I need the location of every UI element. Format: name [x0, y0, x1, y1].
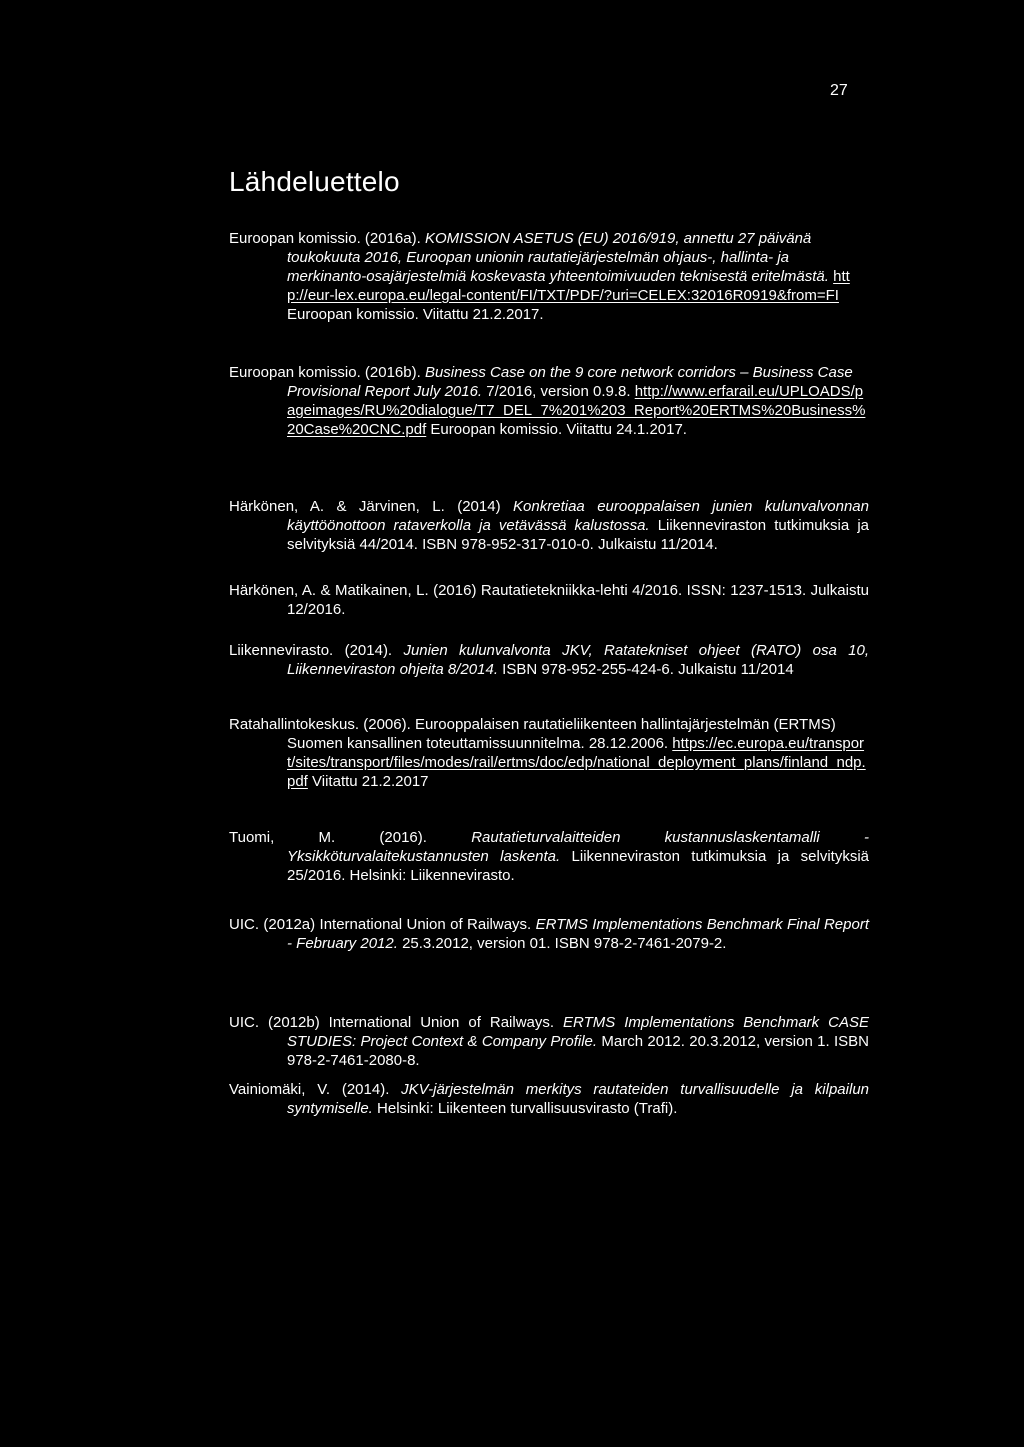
reference-details: (2016) Rautatietekniikka-lehti 4/2016. ISSN: 1237-1513. Julkaistu 12/2016.	[287, 582, 869, 618]
reference-details: ISBN 978-952-255-424-6. Julkaistu 11/2014	[502, 661, 794, 678]
reference-author: Euroopan komissio. (2016b).	[229, 364, 421, 381]
reference-details: Liikenneviraston tutkimuksia ja selvityksiä 25/2016. Helsinki: Liikennevirasto.	[287, 848, 870, 884]
reference-link[interactable]: http://www.erfarail.eu/UPLOADS/pageimages/RU%20dialogue/T7_DEL_7%201%203_Report%20ERTMS%20Business%20Case%20CNC.pdf	[287, 383, 866, 438]
reference-title: ERTMS Implementations Benchmark CASE STUDIES: Project Context & Company Profile.	[287, 1014, 869, 1050]
reference-details: 25.3.2012, version 01. ISBN 978-2-7461-2079-2.	[402, 935, 727, 952]
reference-item	[229, 641, 869, 679]
reference-title: JKV-järjestelmän merkitys rautateiden turvallisuudelle ja kilpailun syntymiselle.	[287, 1081, 870, 1117]
reference-author: UIC. (2012a) International Union of Railways.	[229, 916, 532, 933]
reference-author: Euroopan komissio. (2016a).	[229, 230, 421, 247]
reference-author: Tuomi, M. (2016).	[229, 829, 427, 846]
reference-details: Euroopan komissio. Viitattu 21.2.2017.	[287, 306, 544, 323]
reference-details: March 2012. 20.3.2012, version 1. ISBN 978-2-7461-2080-8.	[287, 1033, 869, 1069]
reference-author: Ratahallintokeskus. (2006).	[229, 716, 411, 733]
reference-item	[229, 497, 869, 554]
reference-author: UIC. (2012b) International Union of Railways.	[229, 1014, 555, 1031]
reference-item	[229, 1080, 869, 1118]
reference-author: Härkönen, A. & Matikainen, L.	[229, 582, 429, 599]
reference-details: Euroopan komissio. Viitattu 24.1.2017.	[430, 421, 687, 438]
reference-link[interactable]: https://ec.europa.eu/transport/sites/transport/files/modes/rail/ertms/doc/edp/national_deployment_plans/finland_ndp.pdf	[287, 735, 866, 790]
reference-item	[229, 715, 869, 791]
reference-title: KOMISSION ASETUS (EU) 2016/919, annettu 27 päivänä toukokuuta 2016, Euroopan unionin rautatiejärjestelmän ohjaus-, hallinta- ja merkinanto-osajärjestelmiä koskevasta yhteentoimivuuden teknisestä eritelmästä.	[287, 230, 829, 285]
reference-link[interactable]: http://eur-lex.europa.eu/legal-content/FI/TXT/PDF/?uri=CELEX:32016R0919&from=FI	[287, 268, 850, 304]
reference-item	[229, 581, 869, 619]
reference-cited-date: Viitattu 21.2.2017	[312, 773, 429, 790]
reference-details: Helsinki: Liikenteen turvallisuusvirasto (Trafi).	[377, 1100, 678, 1117]
reference-title: Rautatieturvalaitteiden kustannuslaskentamalli - Yksikköturvalaitekustannusten laskenta.	[287, 829, 869, 865]
reference-item	[229, 229, 869, 324]
reference-author: Liikennevirasto. (2014).	[229, 642, 393, 659]
reference-title: ERTMS Implementations Benchmark Final Report - February 2012.	[287, 916, 870, 952]
reference-item	[229, 1013, 869, 1070]
reference-author: Härkönen, A. & Järvinen, L. (2014)	[229, 498, 501, 515]
reference-details: Eurooppalaisen rautatieliikenteen hallintajärjestelmän (ERTMS) Suomen kansallinen toteuttamissuunnitelma. 28.12.2006.	[287, 716, 836, 752]
reference-title: Konkretiaa eurooppalaisen junien kulunvalvonnan käyttöönottoon rataverkolla ja vetävässä kalustossa.	[287, 498, 869, 534]
reference-item	[229, 363, 869, 439]
reference-title: Junien kulunvalvonta JKV, Ratatekniset ohjeet (RATO) osa 10, Liikenneviraston ohjeita 8/2014.	[287, 642, 869, 678]
page-title: Lähdeluettelo	[229, 166, 400, 197]
page-number: 27	[830, 82, 848, 99]
reference-title: Business Case on the 9 core network corridors – Business Case Provisional Report July 2016.	[287, 364, 853, 400]
reference-details: 7/2016, version 0.9.8.	[486, 383, 631, 400]
reference-item	[229, 915, 869, 953]
reference-author: Vainiomäki, V. (2014).	[229, 1081, 390, 1098]
reference-details: Liikenneviraston tutkimuksia ja selvityksiä 44/2014. ISBN 978-952-317-010-0. Julkaistu 11/2014.	[287, 517, 869, 553]
reference-item	[229, 828, 869, 885]
